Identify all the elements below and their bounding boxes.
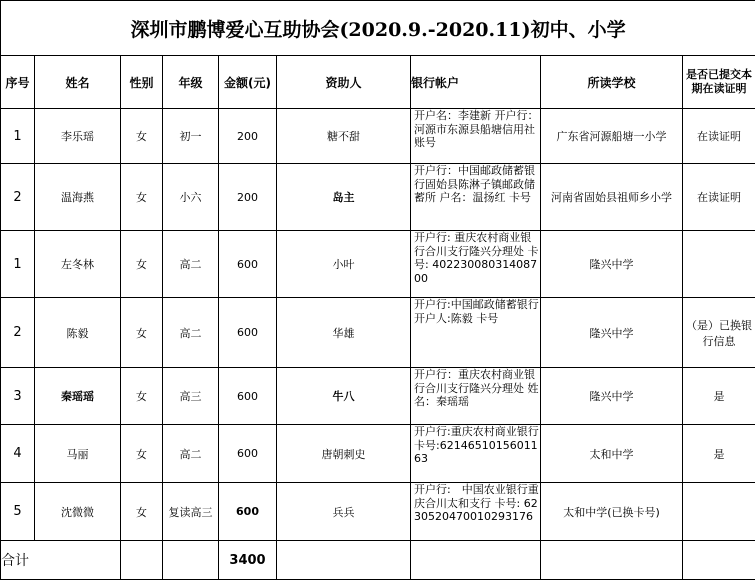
cell-school[interactable]: 隆兴中学 [541, 231, 683, 298]
table-row [1, 164, 755, 231]
cell-bank[interactable] [411, 425, 541, 483]
cell-gender[interactable]: 女 [121, 231, 163, 298]
cell-proof[interactable] [683, 483, 755, 541]
header-amount[interactable]: 金额(元) [219, 56, 277, 109]
cell-school[interactable]: 太和中学 [541, 425, 683, 483]
cell-sponsor[interactable]: 兵兵 [277, 483, 411, 541]
header-proof[interactable]: 是否已提交本期在读证明 [683, 56, 755, 109]
bank-account-text: 开户行:重庆农村商业银行 卡号:6214651015601163 [414, 425, 539, 465]
cell[interactable] [541, 541, 683, 580]
cell-gender[interactable]: 女 [121, 425, 163, 483]
cell-bank[interactable] [411, 109, 541, 164]
bank-account-text: 开户行: 中国农业银行重庆合川太和支行 卡号: 6230520470010293176 [414, 483, 539, 523]
cell-school[interactable]: 隆兴中学 [541, 298, 683, 368]
cell-gender[interactable]: 女 [121, 164, 163, 231]
cell-grade[interactable]: 高二 [163, 425, 219, 483]
cell[interactable] [163, 541, 219, 580]
cell-grade[interactable]: 高三 [163, 368, 219, 425]
cell-amount[interactable]: 600 [219, 483, 277, 541]
cell-grade[interactable]: 复读高三 [163, 483, 219, 541]
bank-account-text: 开户行: 重庆农村商业银行合川支行隆兴分理处 卡号: 40223008031408700 [414, 231, 539, 285]
cell-bank[interactable] [411, 368, 541, 425]
cell[interactable] [121, 541, 163, 580]
cell-name[interactable]: 马丽 [35, 425, 121, 483]
cell-school[interactable]: 河南省固始县祖师乡小学 [541, 164, 683, 231]
cell-bank[interactable] [411, 483, 541, 541]
cell-bank[interactable] [411, 231, 541, 298]
cell-proof[interactable] [683, 231, 755, 298]
cell-gender[interactable]: 女 [121, 368, 163, 425]
cell-school[interactable]: 广东省河源船塘一小学 [541, 109, 683, 164]
cell-no[interactable]: 2 [1, 164, 35, 231]
cell-amount[interactable]: 600 [219, 368, 277, 425]
cell-no[interactable]: 1 [1, 109, 35, 164]
bank-account-text: 开户行:中国邮政储蓄银行 开户人:陈毅 卡号 [414, 298, 539, 325]
cell-sponsor[interactable]: 华雄 [277, 298, 411, 368]
table-row [1, 109, 755, 164]
cell-grade[interactable]: 小六 [163, 164, 219, 231]
cell-amount[interactable]: 200 [219, 109, 277, 164]
cell-name[interactable]: 左冬林 [35, 231, 121, 298]
cell-proof[interactable]: 在读证明 [683, 164, 755, 231]
cell-proof[interactable]: 是 [683, 368, 755, 425]
cell-grade[interactable]: 初一 [163, 109, 219, 164]
header-gender[interactable]: 性别 [121, 56, 163, 109]
bank-account-text: 开户行：中国邮政储蓄银行固始县陈淋子镇邮政储蓄所 户名：温扬红 卡号 [414, 164, 535, 204]
cell-amount[interactable]: 600 [219, 425, 277, 483]
table-title: 深圳市鹏博爱心互助协会(2020.9.-2020.11)初中、小学 [1, 1, 755, 56]
cell-sponsor[interactable]: 小叶 [277, 231, 411, 298]
cell-no[interactable]: 5 [1, 483, 35, 541]
cell-proof[interactable]: 是 [683, 425, 755, 483]
cell-gender[interactable]: 女 [121, 483, 163, 541]
cell-gender[interactable]: 女 [121, 109, 163, 164]
header-sponsor[interactable]: 资助人 [277, 56, 411, 109]
cell-bank[interactable] [411, 298, 541, 368]
cell-no[interactable]: 3 [1, 368, 35, 425]
cell-sponsor[interactable]: 牛八 [277, 368, 411, 425]
cell-bank[interactable] [411, 164, 541, 231]
header-bank[interactable]: 银行帐户 [411, 56, 541, 109]
total-amount[interactable]: 3400 [219, 541, 277, 580]
cell-name[interactable]: 陈毅 [35, 298, 121, 368]
total-row [1, 541, 755, 580]
cell-school[interactable]: 隆兴中学 [541, 368, 683, 425]
cell-amount[interactable]: 600 [219, 231, 277, 298]
cell[interactable] [277, 541, 411, 580]
cell-grade[interactable]: 高二 [163, 231, 219, 298]
table-row [1, 368, 755, 425]
cell-no[interactable]: 4 [1, 425, 35, 483]
table-row [1, 231, 755, 298]
header-no[interactable]: 序号 [1, 56, 35, 109]
cell[interactable] [683, 541, 755, 580]
cell-name[interactable]: 沈微微 [35, 483, 121, 541]
cell-sponsor[interactable]: 唐朝刺史 [277, 425, 411, 483]
header-row [1, 56, 755, 109]
header-name[interactable]: 姓名 [35, 56, 121, 109]
cell[interactable] [411, 541, 541, 580]
cell-name[interactable]: 温海燕 [35, 164, 121, 231]
cell-name[interactable]: 李乐瑶 [35, 109, 121, 164]
header-grade[interactable]: 年级 [163, 56, 219, 109]
cell-sponsor[interactable]: 岛主 [277, 164, 411, 231]
cell-amount[interactable]: 200 [219, 164, 277, 231]
table-row [1, 483, 755, 541]
header-school[interactable]: 所读学校 [541, 56, 683, 109]
cell-no[interactable]: 2 [1, 298, 35, 368]
cell-proof[interactable]: （是）已换银行信息 [683, 298, 755, 368]
table-row [1, 298, 755, 368]
cell-grade[interactable]: 高二 [163, 298, 219, 368]
cell-sponsor[interactable]: 糖不甜 [277, 109, 411, 164]
cell-name[interactable]: 秦瑶瑶 [35, 368, 121, 425]
cell-gender[interactable]: 女 [121, 298, 163, 368]
bank-account-text: 开户行：重庆农村商业银行合川支行隆兴分理处 姓名：秦瑶瑶 [414, 368, 539, 408]
cell-school[interactable]: 太和中学(已换卡号) [541, 483, 683, 541]
table-row [1, 425, 755, 483]
cell-proof[interactable]: 在读证明 [683, 109, 755, 164]
cell-amount[interactable]: 600 [219, 298, 277, 368]
total-label[interactable]: 合计 [1, 541, 121, 580]
bank-account-text: 开户名：李建新 开户行：河源市东源县船塘信用社 账号 [414, 109, 539, 149]
cell-no[interactable]: 1 [1, 231, 35, 298]
